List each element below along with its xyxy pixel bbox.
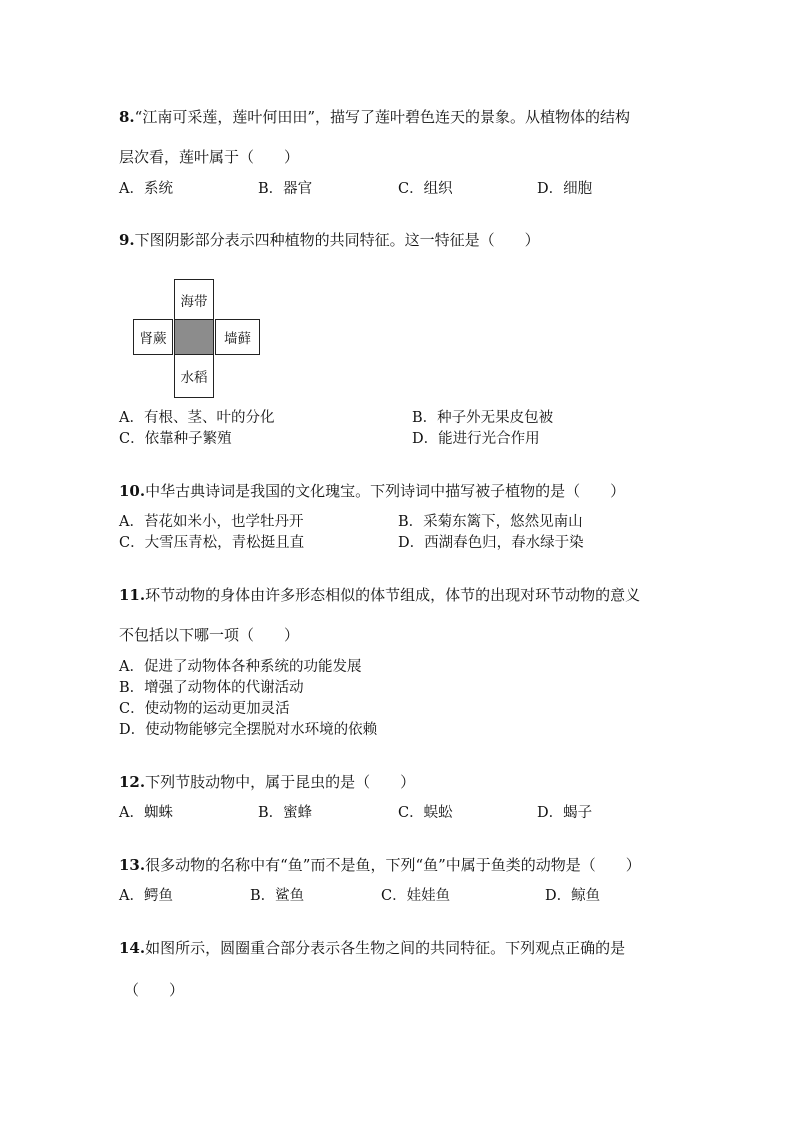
q11-option-b: B．增强了动物体的代谢活动: [119, 680, 304, 696]
q10-option-d: D．西湖春色归，春水绿于染: [398, 535, 584, 551]
q9-cell-bottom: 水稻: [174, 354, 214, 398]
q14-stem-line2: （ ）: [124, 981, 185, 999]
q11-stem-line1: [119, 585, 640, 605]
q10-option-a: A．苔花如米小，也学牡丹开: [119, 514, 304, 530]
q13-number: 13.: [119, 856, 146, 874]
q11-stem-text: 环节动物的身体由许多形态相似的体节组成，体节的出现对环节动物的意义: [145, 586, 641, 604]
q8-number: 8.: [119, 108, 135, 126]
q9-option-c: C．依靠种子繁殖: [119, 431, 232, 447]
q9-stem: [119, 230, 540, 250]
q9-cell-shaded-center: [174, 319, 214, 355]
q14-stem-text: 如图所示，圆圈重合部分表示各生物之间的共同特征。下列观点正确的是: [145, 939, 626, 957]
q9-number: 9.: [119, 231, 135, 249]
q9-option-a: A．有根、茎、叶的分化: [119, 410, 275, 426]
q10-number: 10.: [119, 482, 146, 500]
q11-option-d: D．使动物能够完全摆脱对水环境的依赖: [119, 722, 378, 738]
q14-stem-line1: [119, 938, 625, 958]
q13-stem-text: 很多动物的名称中有“鱼”而不是鱼，下列“鱼”中属于鱼类的动物是（ ）: [145, 856, 641, 874]
q12-number: 12.: [119, 773, 146, 791]
q12-stem-text: 下列节肢动物中，属于昆虫的是（ ）: [145, 773, 416, 791]
q8-stem-line1: [119, 107, 630, 127]
q9-option-d: D．能进行光合作用: [412, 431, 540, 447]
q13-option-c: C．娃娃鱼: [381, 888, 451, 904]
q12-option-c: C．蜈蚣: [398, 805, 453, 821]
q10-option-b: B．采菊东篱下，悠然见南山: [398, 514, 583, 530]
q12-stem: [119, 772, 415, 792]
q8-stem-text: “江南可采莲，莲叶何田田”，描写了莲叶碧色连天的景象。从植物体的结构: [134, 108, 631, 126]
q14-number: 14.: [119, 939, 146, 957]
q13-option-d: D．鲸鱼: [545, 888, 601, 904]
q11-stem-line2: 不包括以下哪一项（ ）: [119, 626, 300, 644]
q11-number: 11.: [119, 586, 146, 604]
q9-cell-top: 海带: [174, 279, 214, 320]
q13-option-a: A．鳄鱼: [119, 888, 173, 904]
q8-stem-line2: 层次看，莲叶属于（ ）: [119, 148, 300, 166]
q8-option-d: D．细胞: [537, 181, 593, 197]
q12-option-b: B．蜜蜂: [258, 805, 313, 821]
q12-option-a: A．蜘蛛: [119, 805, 173, 821]
q9-stem-text: 下图阴影部分表示四种植物的共同特征。这一特征是（ ）: [134, 231, 540, 249]
q11-option-c: C．使动物的运动更加灵活: [119, 701, 290, 717]
q8-option-a: A．系统: [119, 181, 173, 197]
q11-option-a: A．促进了动物体各种系统的功能发展: [119, 659, 362, 675]
q12-option-d: D．蝎子: [537, 805, 593, 821]
q8-option-b: B．器官: [258, 181, 313, 197]
q9-cell-right: 墙藓: [215, 319, 260, 355]
q10-stem: [119, 481, 625, 501]
q8-option-c: C．组织: [398, 181, 453, 197]
q10-stem-text: 中华古典诗词是我国的文化瑰宝。下列诗词中描写被子植物的是（ ）: [145, 482, 626, 500]
q9-cell-left: 肾蕨: [133, 319, 173, 355]
q9-option-b: B．种子外无果皮包被: [412, 410, 554, 426]
q10-option-c: C．大雪压青松，青松挺且直: [119, 535, 305, 551]
q13-stem: [119, 855, 641, 875]
q13-option-b: B．鲨鱼: [250, 888, 305, 904]
